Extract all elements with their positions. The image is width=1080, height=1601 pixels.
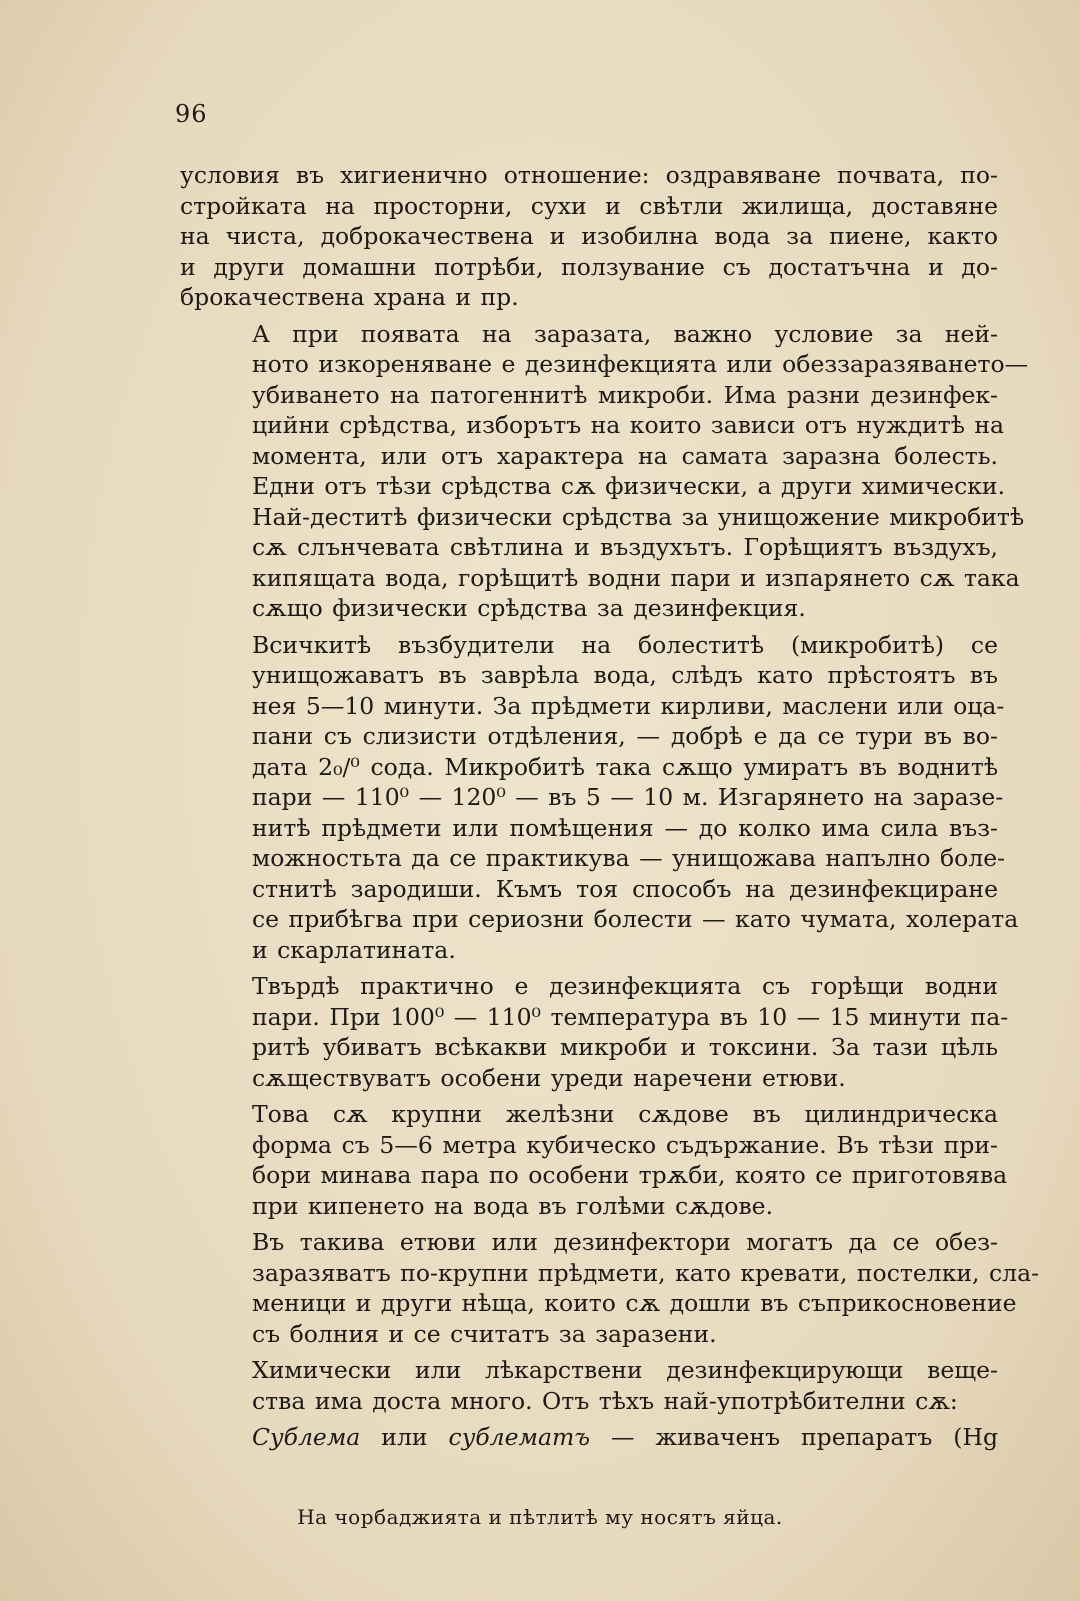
text-line: кипящата вода, горѣщитѣ водни пари и изпарянето сѫ така <box>252 563 1020 592</box>
text-line: заразяватъ по-крупни прѣдмети, като кревати, постелки, сла- <box>252 1258 1040 1287</box>
text-line: сѫ слънчевата свѣтлина и въздухътъ. Горѣщиятъ въздухъ, <box>252 533 998 561</box>
paragraph <box>180 1422 998 1453</box>
text-line: дата 2₀/⁰ сода. Микробитѣ така сѫщо умиратъ въ воднитѣ <box>252 752 998 781</box>
text-line: цийни срѣдства, изборътъ на които зависи отъ нуждитѣ на <box>252 411 1005 439</box>
text-line: съ болния и се считатъ за заразени. <box>252 1319 717 1348</box>
text-line: А при появата на заразата, важно условие за ней- <box>252 319 998 348</box>
paragraph <box>180 1099 1008 1221</box>
italic-term: сублематъ <box>448 1423 590 1451</box>
paragraph <box>180 630 1019 966</box>
text-line: Въ такива етюви или дезинфектори могатъ да се обез- <box>252 1228 998 1256</box>
paragraph <box>180 1355 998 1416</box>
text-line: Най-деститѣ физически срѣдства за унищожение микробитѣ <box>252 502 1025 531</box>
paragraph <box>180 1227 1040 1349</box>
text-fragment: — живаченъ препаратъ (Hg <box>590 1423 998 1451</box>
paragraph <box>180 971 1009 1093</box>
text-line: ритѣ убиватъ всѣкакви микроби и токсини. За тази цѣль <box>252 1033 998 1061</box>
text-line: условия въ хигиенично отношение: оздравяване почвата, по- <box>180 161 998 189</box>
text-line: Едни отъ тѣзи срѣдства сѫ физически, а други химически. <box>252 472 1006 500</box>
text-line: Всичкитѣ възбудители на болеститѣ (микробитѣ) се <box>252 630 998 659</box>
text-line: пани съ слизисти отдѣления, — добрѣ е да се тури въ во- <box>252 722 998 750</box>
text-line <box>180 1422 998 1453</box>
body-text <box>180 160 1040 1457</box>
text-line: можностьта да се практикува — унищожава напълно боле- <box>252 844 1006 872</box>
text-line: на чиста, доброкачествена и изобилна вода за пиене, както <box>180 222 998 250</box>
text-line: брокачествена храна и пр. <box>180 283 519 311</box>
text-line: момента, или отъ характера на самата заразна болесть. <box>252 441 998 470</box>
text-line: сѫщо физически срѣдства за дезинфекция. <box>252 594 806 622</box>
text-line: унищожаватъ въ заврѣла вода, слѣдъ като прѣстоятъ въ <box>252 661 998 689</box>
text-line: ства има доста много. Отъ тѣхъ най-употрѣбителни сѫ: <box>252 1386 958 1415</box>
text-line: Химически или лѣкарствени дезинфекцирующи веще- <box>252 1356 998 1384</box>
paragraph <box>180 319 1029 624</box>
text-line: пари. При 100⁰ — 110⁰ температура въ 10 — 15 минути па- <box>252 1002 1009 1031</box>
text-line: нитѣ прѣдмети или помѣщения — до колко има сила въз- <box>252 813 998 842</box>
text-line: убиването на патогеннитѣ микроби. Има разни дезинфек- <box>252 380 998 409</box>
text-line: се прибѣгва при сериозни болести — като чумата, холерата <box>252 905 1019 933</box>
text-line: нея 5—10 минути. За прѣдмети кирливи, маслени или оца- <box>252 691 1005 720</box>
text-line: и други домашни потрѣби, ползувание съ достатъчна и до- <box>180 252 998 281</box>
text-line: Това сѫ крупни желѣзни сѫдове въ цилиндрическа <box>252 1100 998 1128</box>
italic-term: Сублема <box>252 1423 361 1451</box>
text-line: меници и други нѣща, които сѫ дошли въ съприкосновение <box>252 1289 1017 1317</box>
text-fragment: или <box>360 1423 449 1451</box>
text-line: стнитѣ зародиши. Къмъ тоя способъ на дезинфекциране <box>252 874 998 903</box>
text-line: бори минава пара по особени трѫби, която се приготовява <box>252 1161 1008 1189</box>
text-line: форма съ 5—6 метра кубическо съдържание. Въ тѣзи при- <box>252 1130 998 1159</box>
paragraph <box>180 160 998 313</box>
text-line: ното изкореняване е дезинфекцията или обеззаразяването— <box>252 350 1029 378</box>
text-line: пари — 110⁰ — 120⁰ — въ 5 — 10 м. Изгарянето на заразе- <box>252 783 1004 811</box>
page-number: 96 <box>175 100 208 128</box>
text-line: сѫществуватъ особени уреди наречени етюви. <box>252 1063 846 1092</box>
text-line: Твърдѣ практично е дезинфекцията съ горѣщи водни <box>252 972 998 1000</box>
text-line: и скарлатината. <box>252 935 456 964</box>
text-line: стройката на просторни, сухи и свѣтли жилища, доставяне <box>180 191 998 220</box>
text-line: при кипенето на вода въ голѣми сѫдове. <box>252 1191 774 1220</box>
footer-proverb: На чорбаджията и пѣтлитѣ му носятъ яйца. <box>297 1505 783 1529</box>
